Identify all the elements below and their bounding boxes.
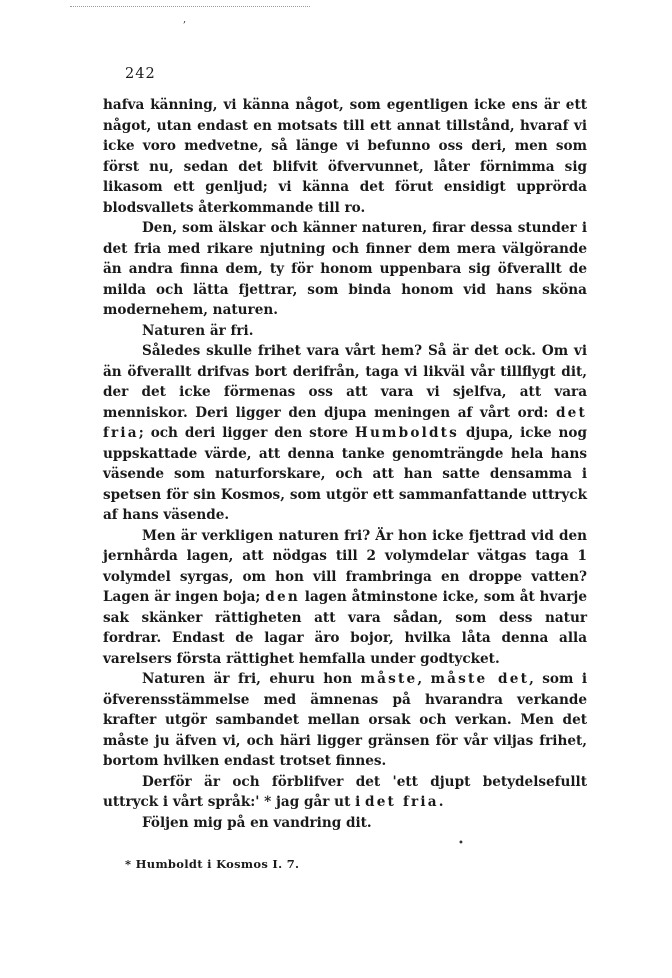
paragraph: [103, 813, 587, 834]
text-run: lagen åtminstone icke, som åt hvarje sak skänker rättigheten att vara sådan, som dess natur fordrar. Endast de lagar äro bojor, hvilka låta denna alla varelsers första rättighet hemfalla under godtycket.: [103, 589, 587, 667]
footnote: * Humboldt i Kosmos I. 7.: [125, 857, 300, 871]
text-run: , som i öfverensstämmelse med ämnenas på hvarandra verkande krafter utgör sambandet mellan orsak och verkan. Men det måste ju äfven vi, och häri ligger gränsen för vår viljas frihet, bortom hvilken endast trotset finnes.: [103, 671, 587, 769]
book-page: [103, 66, 587, 871]
text-run: Den, som älskar och känner naturen, firar dessa stunder i det fria med rikare njutning och finner dem mera välgörande än andra finna dem, ty för honom uppenbara sig öfverallt de milda och lätta fjettrar, som binda honom vid hans sköna modernehem, naturen.: [103, 220, 587, 318]
text-run: hafva känning, vi känna något, som egentligen icke ens är ett något, utan endast en motsats till ett annat tillstånd, hvaraf vi icke voro medvetne, så länge vi befunno oss deri, men som först nu, sedan det blifvit öfvervunnet, låter förnimma sig likasom ett genljud; vi känna det förut ensidigt upprörda blodsvallets återkommande till ro.: [103, 97, 587, 216]
text-run: Men är verkligen naturen fri? Är hon icke fjettrad vid den jernhårda lagen, att nödgas till 2 volymdelar vätgas taga 1 volymdel syrgas, om hon vill frambringa en droppe vatten? Lagen är ingen boja;: [103, 527, 587, 605]
top-margin-rule: [70, 6, 310, 7]
emphasis-spaced: det fria: [103, 404, 587, 441]
paragraph: [103, 95, 587, 218]
paragraph: [103, 526, 587, 670]
emphasis-spaced: Humboldts: [354, 425, 459, 441]
print-speck: ,: [183, 14, 187, 25]
text-run: ,: [417, 671, 431, 687]
text-run: .: [438, 794, 444, 810]
text-run: Derför är och förblifver det 'ett djupt betydelsefullt uttryck i vårt språk:' * jag går ut i: [103, 773, 587, 810]
text-run: Således skulle frihet vara vårt hem? Så är det ock. Om vi än öfverallt drifvas bort derifrån, taga vi likväl vår tillflygt dit, der det icke förmenas oss att vara vi sjelfva, att vara menniskor. Deri ligger den djupa meningen af vårt ord:: [103, 343, 587, 421]
paragraph: [103, 772, 587, 813]
paragraph: [103, 321, 587, 342]
print-speck: •: [458, 838, 464, 849]
text-run: djupa, icke nog uppskattade värde, att denna tanke genomträngde hela hans väsende som naturforskare, och att han satte densamma i spetsen för sin Kosmos, som utgör ett sammanfattande uttryck af hans väsende.: [103, 425, 588, 523]
paragraph: [103, 669, 587, 772]
emphasis-spaced: det fria: [364, 794, 439, 810]
page-number: 242: [125, 66, 156, 82]
text-run: Naturen är fri.: [142, 322, 254, 339]
emphasis-spaced: den: [265, 589, 300, 605]
text-run: ; och deri ligger den store: [138, 425, 355, 441]
body-text: [103, 95, 587, 833]
paragraph: [103, 341, 587, 526]
text-run: Följen mig på en vandring dit.: [142, 814, 372, 831]
text-run: Naturen är fri, ehuru hon: [142, 671, 361, 687]
emphasis-spaced: måste det: [430, 671, 530, 687]
emphasis-spaced: måste: [360, 671, 418, 687]
paragraph: [103, 218, 587, 321]
